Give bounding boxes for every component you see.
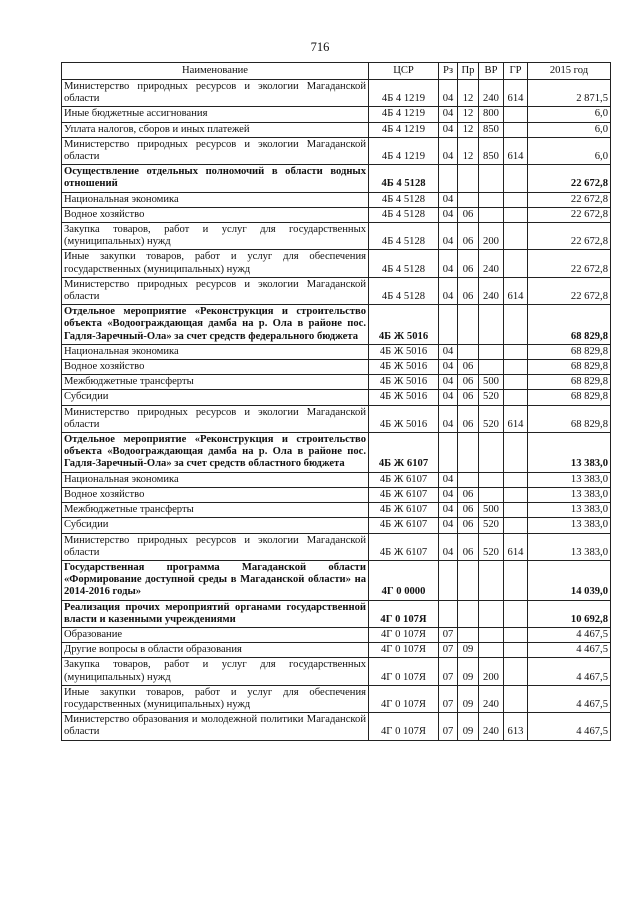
cell-csr: 4Б 4 1219 bbox=[369, 122, 439, 137]
cell-name: Осуществление отдельных полномочий в области водных отношений bbox=[62, 165, 369, 192]
cell-name: Закупка товаров, работ и услуг для государственных (муниципальных) нужд bbox=[62, 658, 369, 685]
cell-rz: 04 bbox=[439, 80, 458, 107]
cell-rz bbox=[439, 600, 458, 627]
cell-name: Субсидии bbox=[62, 518, 369, 533]
table-row bbox=[62, 375, 611, 390]
cell-rz: 04 bbox=[439, 223, 458, 250]
cell-amount: 68 829,8 bbox=[528, 360, 611, 375]
cell-rz: 07 bbox=[439, 685, 458, 712]
cell-pr: 06 bbox=[458, 207, 479, 222]
cell-vr bbox=[479, 192, 504, 207]
cell-name: Водное хозяйство bbox=[62, 207, 369, 222]
cell-gr bbox=[504, 107, 528, 122]
header-gr: ГР bbox=[504, 63, 528, 80]
cell-gr bbox=[504, 472, 528, 487]
cell-vr: 520 bbox=[479, 390, 504, 405]
cell-rz: 07 bbox=[439, 627, 458, 642]
header-csr: ЦСР bbox=[369, 63, 439, 80]
header-name: Наименование bbox=[62, 63, 369, 80]
cell-gr bbox=[504, 600, 528, 627]
cell-rz: 04 bbox=[439, 137, 458, 164]
cell-pr: 06 bbox=[458, 360, 479, 375]
cell-vr: 200 bbox=[479, 223, 504, 250]
cell-gr bbox=[504, 344, 528, 359]
cell-amount: 4 467,5 bbox=[528, 713, 611, 740]
cell-csr: 4Б 4 5128 bbox=[369, 165, 439, 192]
cell-gr: 614 bbox=[504, 137, 528, 164]
table-row bbox=[62, 390, 611, 405]
cell-pr: 09 bbox=[458, 658, 479, 685]
cell-vr: 800 bbox=[479, 107, 504, 122]
cell-vr bbox=[479, 627, 504, 642]
cell-vr: 500 bbox=[479, 375, 504, 390]
cell-pr: 12 bbox=[458, 137, 479, 164]
table-row bbox=[62, 192, 611, 207]
cell-gr: 614 bbox=[504, 405, 528, 432]
cell-vr bbox=[479, 360, 504, 375]
cell-pr: 06 bbox=[458, 390, 479, 405]
cell-pr bbox=[458, 560, 479, 600]
cell-gr bbox=[504, 305, 528, 345]
cell-vr: 240 bbox=[479, 685, 504, 712]
cell-gr bbox=[504, 192, 528, 207]
cell-vr: 520 bbox=[479, 405, 504, 432]
cell-amount: 13 383,0 bbox=[528, 433, 611, 473]
table-row bbox=[62, 277, 611, 304]
cell-amount: 2 871,5 bbox=[528, 80, 611, 107]
cell-rz: 04 bbox=[439, 250, 458, 277]
header-pr: Пр bbox=[458, 63, 479, 80]
cell-vr bbox=[479, 305, 504, 345]
cell-amount: 13 383,0 bbox=[528, 503, 611, 518]
cell-csr: 4Б 4 5128 bbox=[369, 277, 439, 304]
table-row bbox=[62, 405, 611, 432]
cell-rz: 04 bbox=[439, 375, 458, 390]
cell-amount: 4 467,5 bbox=[528, 643, 611, 658]
cell-csr: 4Б 4 5128 bbox=[369, 223, 439, 250]
cell-vr bbox=[479, 344, 504, 359]
cell-gr bbox=[504, 207, 528, 222]
cell-gr bbox=[504, 250, 528, 277]
cell-amount: 68 829,8 bbox=[528, 405, 611, 432]
cell-name: Водное хозяйство bbox=[62, 360, 369, 375]
cell-amount: 13 383,0 bbox=[528, 472, 611, 487]
cell-gr bbox=[504, 223, 528, 250]
cell-csr: 4Б Ж 6107 bbox=[369, 503, 439, 518]
table-row bbox=[62, 122, 611, 137]
cell-amount: 68 829,8 bbox=[528, 390, 611, 405]
cell-vr: 240 bbox=[479, 277, 504, 304]
cell-gr bbox=[504, 658, 528, 685]
cell-amount: 13 383,0 bbox=[528, 518, 611, 533]
cell-pr: 06 bbox=[458, 250, 479, 277]
table-row bbox=[62, 627, 611, 642]
cell-name: Субсидии bbox=[62, 390, 369, 405]
cell-vr: 850 bbox=[479, 122, 504, 137]
table-row bbox=[62, 518, 611, 533]
cell-csr: 4Г 0 107Я bbox=[369, 600, 439, 627]
cell-amount: 10 692,8 bbox=[528, 600, 611, 627]
cell-vr bbox=[479, 433, 504, 473]
cell-csr: 4Г 0 0000 bbox=[369, 560, 439, 600]
cell-amount: 22 672,8 bbox=[528, 223, 611, 250]
budget-table bbox=[61, 62, 611, 741]
cell-amount: 13 383,0 bbox=[528, 487, 611, 502]
cell-csr: 4Б Ж 5016 bbox=[369, 375, 439, 390]
cell-gr bbox=[504, 165, 528, 192]
cell-gr bbox=[504, 627, 528, 642]
table-row bbox=[62, 107, 611, 122]
cell-vr: 520 bbox=[479, 533, 504, 560]
cell-csr: 4Б Ж 6107 bbox=[369, 533, 439, 560]
cell-name: Министерство природных ресурсов и экологии Магаданской области bbox=[62, 277, 369, 304]
cell-amount: 22 672,8 bbox=[528, 207, 611, 222]
cell-name: Иные закупки товаров, работ и услуг для обеспечения государственных (муниципальных) нужд bbox=[62, 250, 369, 277]
cell-pr: 06 bbox=[458, 503, 479, 518]
cell-csr: 4Б Ж 6107 bbox=[369, 518, 439, 533]
cell-rz: 04 bbox=[439, 277, 458, 304]
cell-pr: 09 bbox=[458, 685, 479, 712]
cell-csr: 4Б Ж 6107 bbox=[369, 487, 439, 502]
cell-pr: 09 bbox=[458, 643, 479, 658]
cell-csr: 4Б 4 1219 bbox=[369, 137, 439, 164]
cell-name: Иные закупки товаров, работ и услуг для обеспечения государственных (муниципальных) нужд bbox=[62, 685, 369, 712]
header-rz: Рз bbox=[439, 63, 458, 80]
cell-pr bbox=[458, 165, 479, 192]
cell-pr bbox=[458, 192, 479, 207]
cell-rz: 04 bbox=[439, 487, 458, 502]
cell-amount: 4 467,5 bbox=[528, 685, 611, 712]
header-vr: ВР bbox=[479, 63, 504, 80]
cell-amount: 4 467,5 bbox=[528, 627, 611, 642]
cell-csr: 4Г 0 107Я bbox=[369, 713, 439, 740]
cell-gr bbox=[504, 503, 528, 518]
table-header-row bbox=[62, 63, 611, 80]
cell-pr: 06 bbox=[458, 533, 479, 560]
cell-pr: 06 bbox=[458, 375, 479, 390]
cell-vr: 240 bbox=[479, 250, 504, 277]
cell-gr bbox=[504, 390, 528, 405]
cell-vr bbox=[479, 487, 504, 502]
table-row bbox=[62, 433, 611, 473]
table-row bbox=[62, 305, 611, 345]
cell-name: Межбюджетные трансферты bbox=[62, 375, 369, 390]
cell-gr: 614 bbox=[504, 80, 528, 107]
page-number: 716 bbox=[310, 40, 330, 54]
cell-name: Уплата налогов, сборов и иных платежей bbox=[62, 122, 369, 137]
table-row bbox=[62, 503, 611, 518]
cell-pr: 12 bbox=[458, 80, 479, 107]
cell-rz: 04 bbox=[439, 390, 458, 405]
cell-name: Национальная экономика bbox=[62, 192, 369, 207]
cell-gr bbox=[504, 685, 528, 712]
cell-csr: 4Г 0 107Я bbox=[369, 685, 439, 712]
cell-csr: 4Б Ж 5016 bbox=[369, 305, 439, 345]
cell-rz: 04 bbox=[439, 122, 458, 137]
cell-csr: 4Б 4 5128 bbox=[369, 250, 439, 277]
cell-gr bbox=[504, 360, 528, 375]
cell-csr: 4Б 4 1219 bbox=[369, 107, 439, 122]
cell-gr bbox=[504, 375, 528, 390]
cell-name: Отдельное мероприятие «Реконструкция и строительство объекта «Водоограждающая дамба на р. Ола в районе пос. Гадля-Заречный-Ола» за счет средств областного бюджета bbox=[62, 433, 369, 473]
cell-rz: 04 bbox=[439, 518, 458, 533]
cell-csr: 4Б 4 5128 bbox=[369, 207, 439, 222]
cell-pr: 06 bbox=[458, 405, 479, 432]
cell-gr bbox=[504, 560, 528, 600]
cell-vr bbox=[479, 207, 504, 222]
table-row bbox=[62, 533, 611, 560]
cell-amount: 22 672,8 bbox=[528, 192, 611, 207]
cell-name: Реализация прочих мероприятий органами государственной власти и казенными учреждениями bbox=[62, 600, 369, 627]
cell-name: Министерство природных ресурсов и экологии Магаданской области bbox=[62, 533, 369, 560]
cell-amount: 6,0 bbox=[528, 137, 611, 164]
cell-rz bbox=[439, 165, 458, 192]
cell-csr: 4Б Ж 5016 bbox=[369, 405, 439, 432]
cell-name: Национальная экономика bbox=[62, 472, 369, 487]
cell-name: Иные бюджетные ассигнования bbox=[62, 107, 369, 122]
cell-pr: 12 bbox=[458, 107, 479, 122]
cell-vr: 240 bbox=[479, 713, 504, 740]
cell-gr bbox=[504, 643, 528, 658]
cell-amount: 22 672,8 bbox=[528, 277, 611, 304]
cell-csr: 4Б Ж 6107 bbox=[369, 472, 439, 487]
cell-vr bbox=[479, 560, 504, 600]
cell-pr bbox=[458, 627, 479, 642]
cell-amount: 68 829,8 bbox=[528, 375, 611, 390]
cell-pr: 06 bbox=[458, 487, 479, 502]
cell-pr: 12 bbox=[458, 122, 479, 137]
cell-rz: 04 bbox=[439, 107, 458, 122]
cell-name: Отдельное мероприятие «Реконструкция и строительство объекта «Водоограждающая дамба на р. Ола в районе пос. Гадля-Заречный-Ола» за счет средств федерального бюджета bbox=[62, 305, 369, 345]
cell-name: Министерство природных ресурсов и экологии Магаданской области bbox=[62, 405, 369, 432]
table-row bbox=[62, 223, 611, 250]
cell-pr: 06 bbox=[458, 277, 479, 304]
cell-csr: 4Б Ж 5016 bbox=[369, 360, 439, 375]
cell-vr bbox=[479, 600, 504, 627]
cell-pr bbox=[458, 433, 479, 473]
cell-rz: 04 bbox=[439, 533, 458, 560]
cell-rz: 07 bbox=[439, 713, 458, 740]
cell-csr: 4Б 4 5128 bbox=[369, 192, 439, 207]
cell-amount: 4 467,5 bbox=[528, 658, 611, 685]
cell-pr: 06 bbox=[458, 518, 479, 533]
table-row bbox=[62, 165, 611, 192]
cell-amount: 14 039,0 bbox=[528, 560, 611, 600]
cell-gr bbox=[504, 487, 528, 502]
table-row bbox=[62, 360, 611, 375]
cell-csr: 4Б Ж 5016 bbox=[369, 344, 439, 359]
cell-amount: 13 383,0 bbox=[528, 533, 611, 560]
table-row bbox=[62, 600, 611, 627]
cell-amount: 6,0 bbox=[528, 122, 611, 137]
cell-pr bbox=[458, 305, 479, 345]
table-row bbox=[62, 713, 611, 740]
table-row bbox=[62, 137, 611, 164]
cell-pr bbox=[458, 344, 479, 359]
cell-gr bbox=[504, 122, 528, 137]
cell-name: Государственная программа Магаданской области «Формирование доступной среды в Магаданской области» на 2014-2016 годы» bbox=[62, 560, 369, 600]
cell-gr bbox=[504, 518, 528, 533]
cell-rz: 04 bbox=[439, 192, 458, 207]
cell-rz: 04 bbox=[439, 503, 458, 518]
cell-vr: 200 bbox=[479, 658, 504, 685]
cell-name: Министерство образования и молодежной политики Магаданской области bbox=[62, 713, 369, 740]
cell-csr: 4Г 0 107Я bbox=[369, 658, 439, 685]
header-year: 2015 год bbox=[528, 63, 611, 80]
cell-rz bbox=[439, 560, 458, 600]
cell-gr: 613 bbox=[504, 713, 528, 740]
cell-csr: 4Б Ж 5016 bbox=[369, 390, 439, 405]
cell-name: Министерство природных ресурсов и экологии Магаданской области bbox=[62, 80, 369, 107]
cell-csr: 4Б Ж 6107 bbox=[369, 433, 439, 473]
cell-rz: 04 bbox=[439, 472, 458, 487]
table-row bbox=[62, 685, 611, 712]
cell-amount: 22 672,8 bbox=[528, 165, 611, 192]
cell-amount: 6,0 bbox=[528, 107, 611, 122]
cell-pr bbox=[458, 472, 479, 487]
table-row bbox=[62, 80, 611, 107]
cell-rz: 04 bbox=[439, 344, 458, 359]
cell-name: Национальная экономика bbox=[62, 344, 369, 359]
cell-rz bbox=[439, 433, 458, 473]
table-row bbox=[62, 250, 611, 277]
cell-name: Министерство природных ресурсов и экологии Магаданской области bbox=[62, 137, 369, 164]
cell-rz bbox=[439, 305, 458, 345]
cell-rz: 07 bbox=[439, 658, 458, 685]
cell-gr: 614 bbox=[504, 277, 528, 304]
table-row bbox=[62, 344, 611, 359]
cell-vr bbox=[479, 165, 504, 192]
cell-vr bbox=[479, 643, 504, 658]
cell-vr: 500 bbox=[479, 503, 504, 518]
cell-pr bbox=[458, 600, 479, 627]
cell-name: Межбюджетные трансферты bbox=[62, 503, 369, 518]
cell-name: Образование bbox=[62, 627, 369, 642]
table-body bbox=[62, 80, 611, 741]
cell-amount: 68 829,8 bbox=[528, 305, 611, 345]
cell-name: Закупка товаров, работ и услуг для государственных (муниципальных) нужд bbox=[62, 223, 369, 250]
cell-name: Водное хозяйство bbox=[62, 487, 369, 502]
table-row bbox=[62, 643, 611, 658]
cell-pr: 09 bbox=[458, 713, 479, 740]
cell-vr: 520 bbox=[479, 518, 504, 533]
cell-csr: 4Г 0 107Я bbox=[369, 643, 439, 658]
cell-vr: 240 bbox=[479, 80, 504, 107]
cell-vr bbox=[479, 472, 504, 487]
cell-gr bbox=[504, 433, 528, 473]
table-row bbox=[62, 560, 611, 600]
table-row bbox=[62, 658, 611, 685]
cell-rz: 04 bbox=[439, 405, 458, 432]
cell-rz: 04 bbox=[439, 360, 458, 375]
table-row bbox=[62, 487, 611, 502]
cell-vr: 850 bbox=[479, 137, 504, 164]
cell-amount: 22 672,8 bbox=[528, 250, 611, 277]
cell-amount: 68 829,8 bbox=[528, 344, 611, 359]
cell-rz: 04 bbox=[439, 207, 458, 222]
cell-name: Другие вопросы в области образования bbox=[62, 643, 369, 658]
cell-pr: 06 bbox=[458, 223, 479, 250]
table-row bbox=[62, 472, 611, 487]
cell-rz: 07 bbox=[439, 643, 458, 658]
cell-csr: 4Б 4 1219 bbox=[369, 80, 439, 107]
cell-gr: 614 bbox=[504, 533, 528, 560]
cell-csr: 4Г 0 107Я bbox=[369, 627, 439, 642]
table-row bbox=[62, 207, 611, 222]
